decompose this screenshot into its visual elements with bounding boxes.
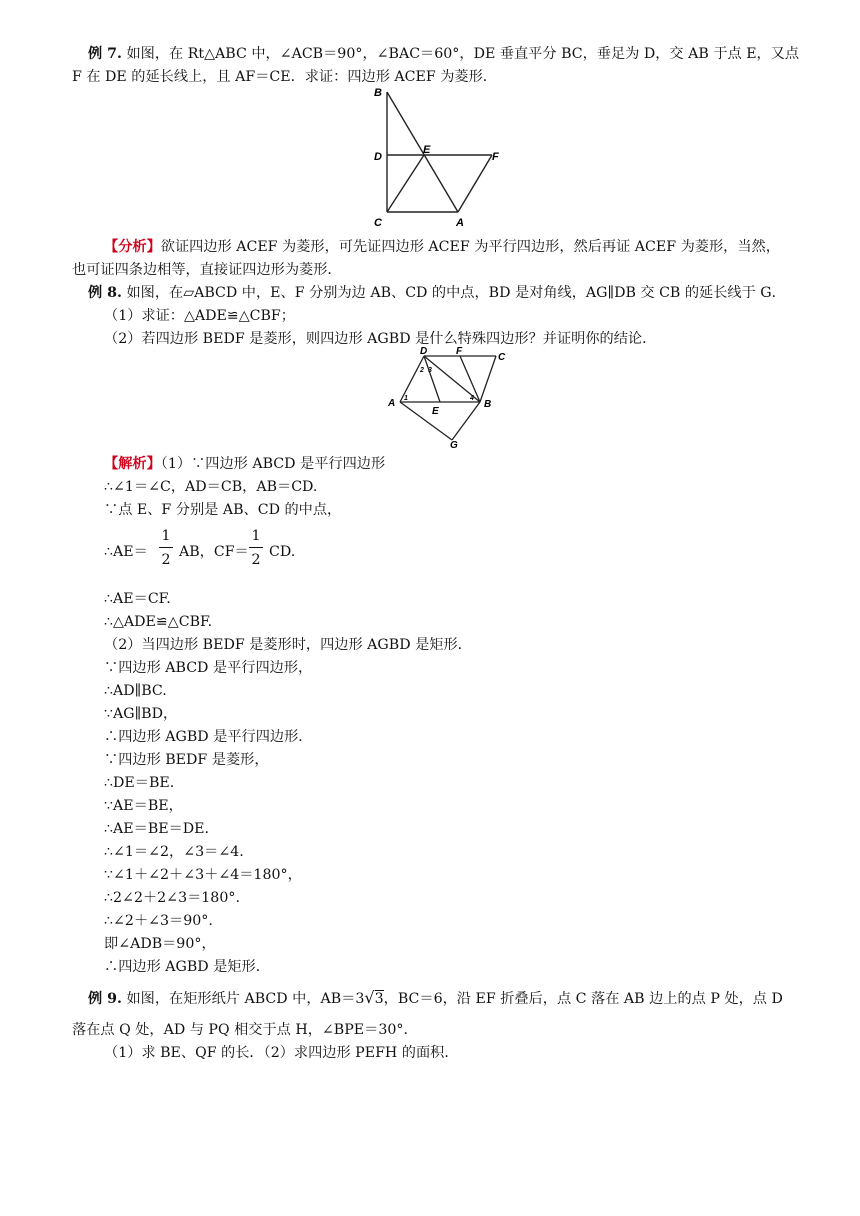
ex7-analysis-line2: 也可证四条边相等，直接证四边形为菱形． — [72, 262, 342, 278]
frac2-den: 2 — [251, 552, 261, 568]
ex8-s6: ∴△ADE≌△CBF. — [104, 614, 213, 630]
ex9-line2: 落在点 Q 处，AD 与 PQ 相交于点 H，∠BPE＝30°． — [72, 1022, 418, 1038]
ex8-figure — [386, 344, 510, 450]
label-E: E — [423, 144, 431, 156]
ex8-s16: ∴∠1＝∠2，∠3＝∠4. — [104, 844, 244, 860]
analysis-text1: 欲证四边形 ACEF 为菱形，可先证四边形 ACEF 为平行四边形，然后再证 ACEF 为菱形，当然， — [160, 239, 780, 255]
analysis-tag: 【分析】 — [104, 239, 161, 255]
label-E: E — [432, 406, 439, 417]
ex7-line2: F 在 DE 的延长线上，且 AF＝CE．求证：四边形 ACEF 为菱形． — [72, 69, 497, 85]
segment-AG — [400, 402, 452, 440]
ex8-s9: ∴AD∥BC. — [104, 683, 167, 699]
ex8-title: 例 8. — [88, 285, 122, 301]
ex8-s7: （2）当四边形 BEDF 是菱形时，四边形 AGBD 是矩形． — [104, 637, 472, 653]
ex8-q2: （2）若四边形 BEDF 是菱形，则四边形 AGBD 是什么特殊四边形？并证明你的结论． — [104, 331, 657, 347]
label-F: F — [456, 346, 463, 357]
ex9-text1b: ，BC＝6，沿 EF 折叠后，点 C 落在 AB 边上的点 P 处，点 D — [383, 991, 783, 1007]
ex8-s17: ∵∠1＋∠2＋∠3＋∠4＝180°， — [104, 867, 302, 883]
solution-tag: 【解析】 — [104, 456, 161, 472]
frac2-num: 1 — [251, 528, 261, 544]
ex8-s15: ∴AE＝BE＝DE. — [104, 821, 210, 837]
label-D: D — [420, 346, 428, 357]
ex9-title: 例 9. — [88, 991, 122, 1007]
angle-1: 1 — [404, 395, 408, 402]
ex7-line1 — [88, 45, 799, 63]
sqrt-arg: 3 — [374, 991, 384, 1007]
ex7-text1: 如图，在 Rt△ABC 中，∠ACB＝90°，∠BAC＝60°，DE 垂直平分 BC，垂足为 D，交 AB 于点 E，又点 — [121, 46, 800, 62]
label-A: A — [456, 217, 464, 229]
ex8-text1: 如图，在▱ABCD 中，E、F 分别为边 AB、CD 的中点，BD 是对角线，AG∥DB 交 CB 的延长线于 G． — [121, 285, 786, 301]
ex7-analysis-line1 — [104, 238, 780, 256]
ex8-s4b: AB，CF＝ — [179, 544, 249, 560]
ex8-s5: ∴AE＝CF. — [104, 591, 171, 607]
frac1-den: 2 — [161, 552, 171, 568]
ex7-figure — [370, 84, 510, 232]
ex8-s4a: ∴AE＝ — [104, 544, 148, 560]
ex8-s2: ∴∠1＝∠C，AD＝CB，AB＝CD. — [104, 479, 318, 495]
ex8-s13: ∴DE＝BE. — [104, 775, 175, 791]
label-F: F — [492, 151, 499, 163]
solution-text1: （1）∵四边形 ABCD 是平行四边形 — [160, 456, 386, 472]
ex8-s19: ∴∠2＋∠3＝90°. — [104, 913, 213, 929]
frac1-bar — [159, 547, 173, 548]
ex9-text1a: 如图，在矩形纸片 ABCD 中，AB＝3 — [121, 991, 365, 1007]
ex8-s18: ∴2∠2＋2∠3＝180°. — [104, 890, 240, 906]
ex8-s12: ∵四边形 BEDF 是菱形， — [104, 752, 269, 768]
label-C: C — [374, 217, 382, 229]
ex8-s20: 即∠ADB＝90°， — [104, 936, 216, 952]
segment-AF — [458, 155, 492, 212]
frac2-bar — [249, 547, 263, 548]
ex8-s14: ∵AE＝BE， — [104, 798, 183, 814]
segment-CE — [387, 155, 424, 212]
label-A: A — [388, 398, 396, 409]
ex8-s4c: CD. — [269, 544, 296, 560]
ex8-s10: ∵AG∥BD， — [104, 706, 178, 722]
angle-3: 3 — [428, 367, 432, 374]
ex8-line1 — [88, 284, 786, 302]
ex8-s3: ∵点 E、F 分别是 AB、CD 的中点， — [104, 502, 342, 518]
ex8-s8: ∵四边形 ABCD 是平行四边形， — [104, 660, 313, 676]
frac1-num: 1 — [161, 528, 171, 544]
angle-2: 2 — [420, 367, 424, 374]
ex9-q: （1）求 BE、QF 的长．（2）求四边形 PEFH 的面积． — [104, 1045, 459, 1061]
segment-BC — [480, 356, 496, 402]
sqrt-sign: √ — [364, 988, 375, 1007]
label-B: B — [374, 87, 382, 99]
ex7-title: 例 7. — [88, 46, 122, 62]
ex8-s21: ∴四边形 AGBD 是矩形． — [104, 959, 270, 975]
segment-BG — [452, 402, 480, 440]
label-C: C — [498, 352, 506, 363]
ex8-q1: （1）求证：△ADE≌△CBF； — [104, 308, 295, 324]
angle-4: 4 — [470, 395, 474, 402]
ex9-line1 — [88, 989, 783, 1008]
ex8-s1 — [104, 455, 385, 473]
label-D: D — [374, 151, 382, 163]
ex8-s11: ∴四边形 AGBD 是平行四边形． — [104, 729, 313, 745]
label-G: G — [450, 440, 458, 450]
label-B: B — [484, 399, 492, 410]
